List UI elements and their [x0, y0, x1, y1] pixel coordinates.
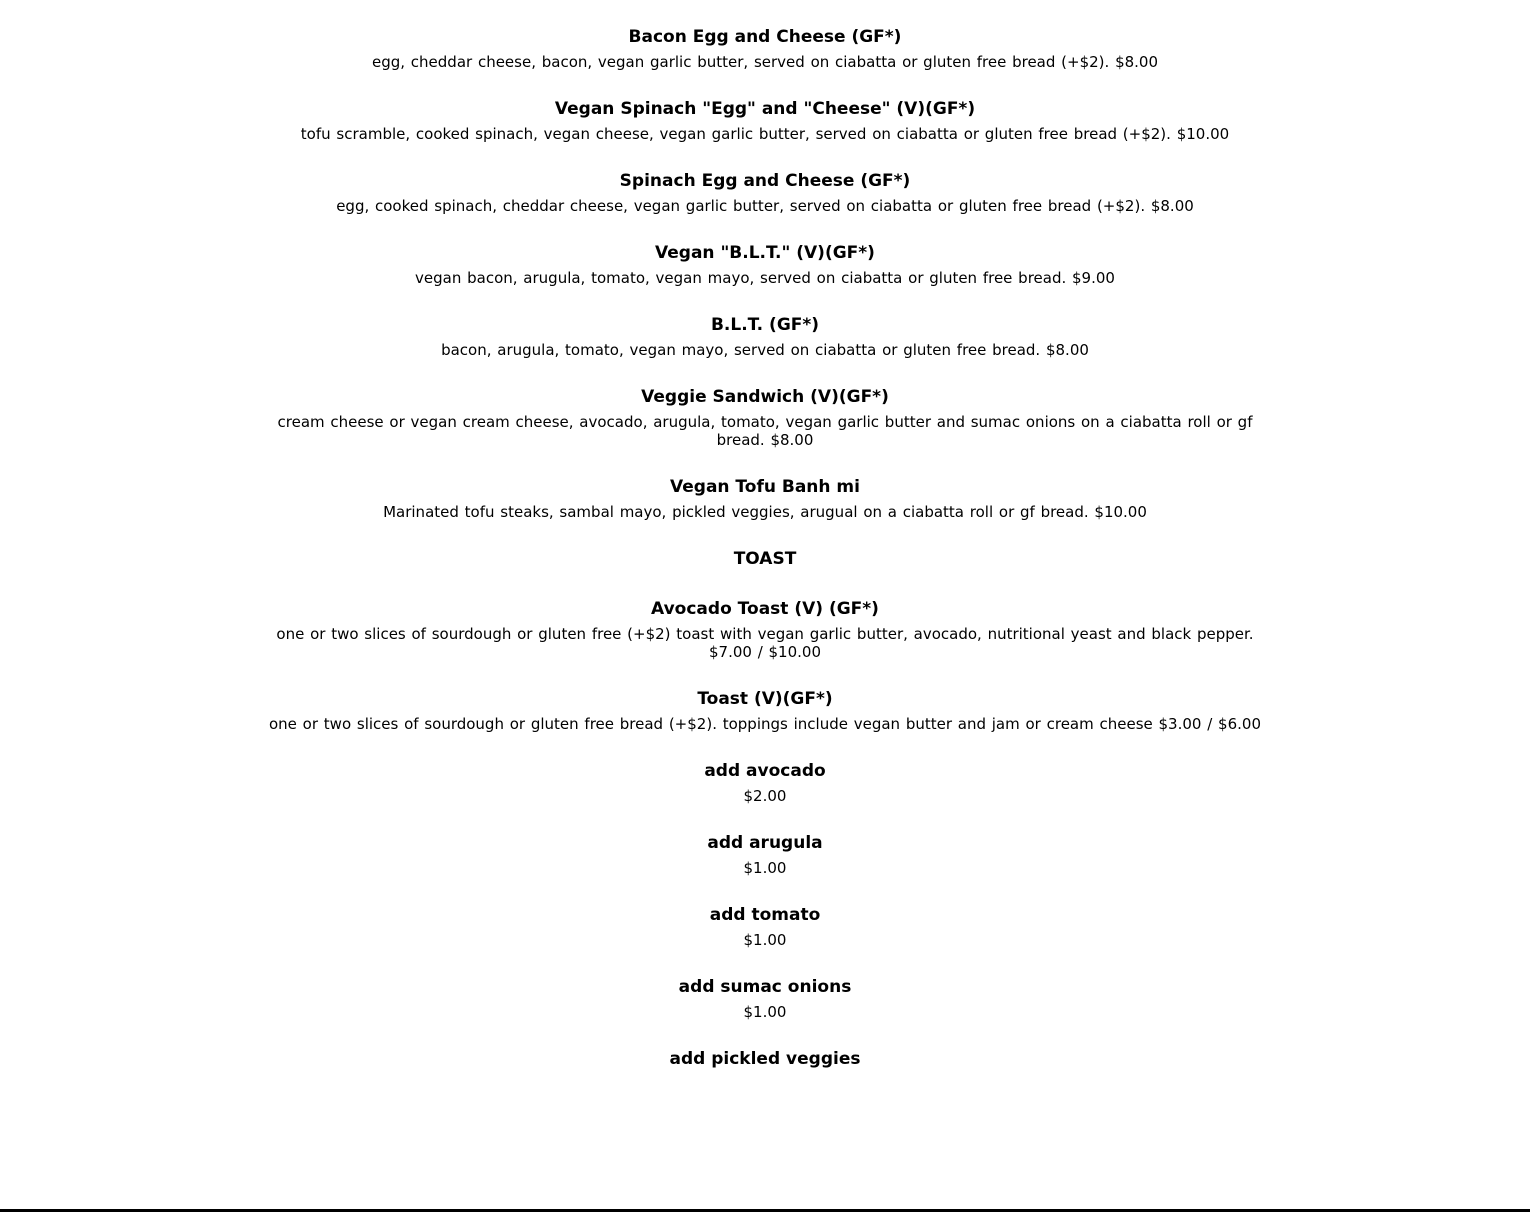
- menu-item-name: Vegan Spinach "Egg" and "Cheese" (V)(GF*): [554, 99, 976, 119]
- menu-item-description: cream cheese or vegan cream cheese, avocado, arugula, tomato, vegan garlic butter and sumac onions on a ciabatta roll or gf bread. $8.00: [277, 413, 1253, 449]
- menu-item-description: egg, cheddar cheese, bacon, vegan garlic butter, served on ciabatta or gluten free bread (+$2). $8.00: [371, 53, 1159, 71]
- menu-item: [265, 385, 1265, 449]
- menu-item: [265, 313, 1265, 359]
- menu-item-name: Avocado Toast (V) (GF*): [651, 599, 879, 619]
- menu-item-name: Veggie Sandwich (V)(GF*): [641, 387, 889, 407]
- menu-item-description: Marinated tofu steaks, sambal mayo, pickled veggies, arugual on a ciabatta roll or gf bread. $10.00: [383, 503, 1147, 521]
- addon-item: [265, 831, 1265, 877]
- menu-item: [265, 687, 1265, 733]
- addon-name: add sumac onions: [678, 977, 852, 997]
- menu-item: [265, 475, 1265, 521]
- menu-item: [265, 597, 1265, 661]
- menu-item: [265, 25, 1265, 71]
- addon-item: [265, 975, 1265, 1021]
- menu-item: [265, 241, 1265, 287]
- addon-name: add arugula: [707, 833, 823, 853]
- menu-item: [265, 169, 1265, 215]
- addon-item: [265, 1047, 1265, 1071]
- menu-item-description: tofu scramble, cooked spinach, vegan cheese, vegan garlic butter, served on ciabatta or gluten free bread (+$2). $10.00: [300, 125, 1230, 143]
- menu-item-description: one or two slices of sourdough or gluten free (+$2) toast with vegan garlic butter, avocado, nutritional yeast and black pepper. $7.00 / $10.00: [276, 625, 1254, 661]
- addon-item: [265, 903, 1265, 949]
- addon-name: add pickled veggies: [669, 1049, 861, 1069]
- menu-item-name: Toast (V)(GF*): [697, 689, 833, 709]
- menu-item-description: bacon, arugula, tomato, vegan mayo, served on ciabatta or gluten free bread. $8.00: [441, 341, 1089, 359]
- menu-item-description: vegan bacon, arugula, tomato, vegan mayo, served on ciabatta or gluten free bread. $9.00: [415, 269, 1115, 287]
- menu-item-description: one or two slices of sourdough or gluten free bread (+$2). toppings include vegan butter and jam or cream cheese $3.00 / $6.00: [269, 715, 1261, 733]
- menu-item: [265, 97, 1265, 143]
- addon-name: add tomato: [709, 905, 821, 925]
- menu-item-name: Bacon Egg and Cheese (GF*): [628, 27, 902, 47]
- menu-item-description: egg, cooked spinach, cheddar cheese, vegan garlic butter, served on ciabatta or gluten free bread (+$2). $8.00: [336, 197, 1194, 215]
- menu-item-name: Vegan Tofu Banh mi: [670, 477, 860, 497]
- menu: [265, 0, 1265, 1071]
- addon-price: $1.00: [743, 1003, 787, 1021]
- addon-price: $1.00: [743, 859, 787, 877]
- menu-item-name: Spinach Egg and Cheese (GF*): [619, 171, 911, 191]
- addon-name: add avocado: [704, 761, 826, 781]
- menu-item-name: Vegan "B.L.T." (V)(GF*): [655, 243, 875, 263]
- addon-price: $1.00: [743, 931, 787, 949]
- section-title-toast: TOAST: [733, 549, 797, 569]
- addon-price: $2.00: [743, 787, 787, 805]
- menu-item-name: B.L.T. (GF*): [710, 315, 820, 335]
- addon-item: [265, 759, 1265, 805]
